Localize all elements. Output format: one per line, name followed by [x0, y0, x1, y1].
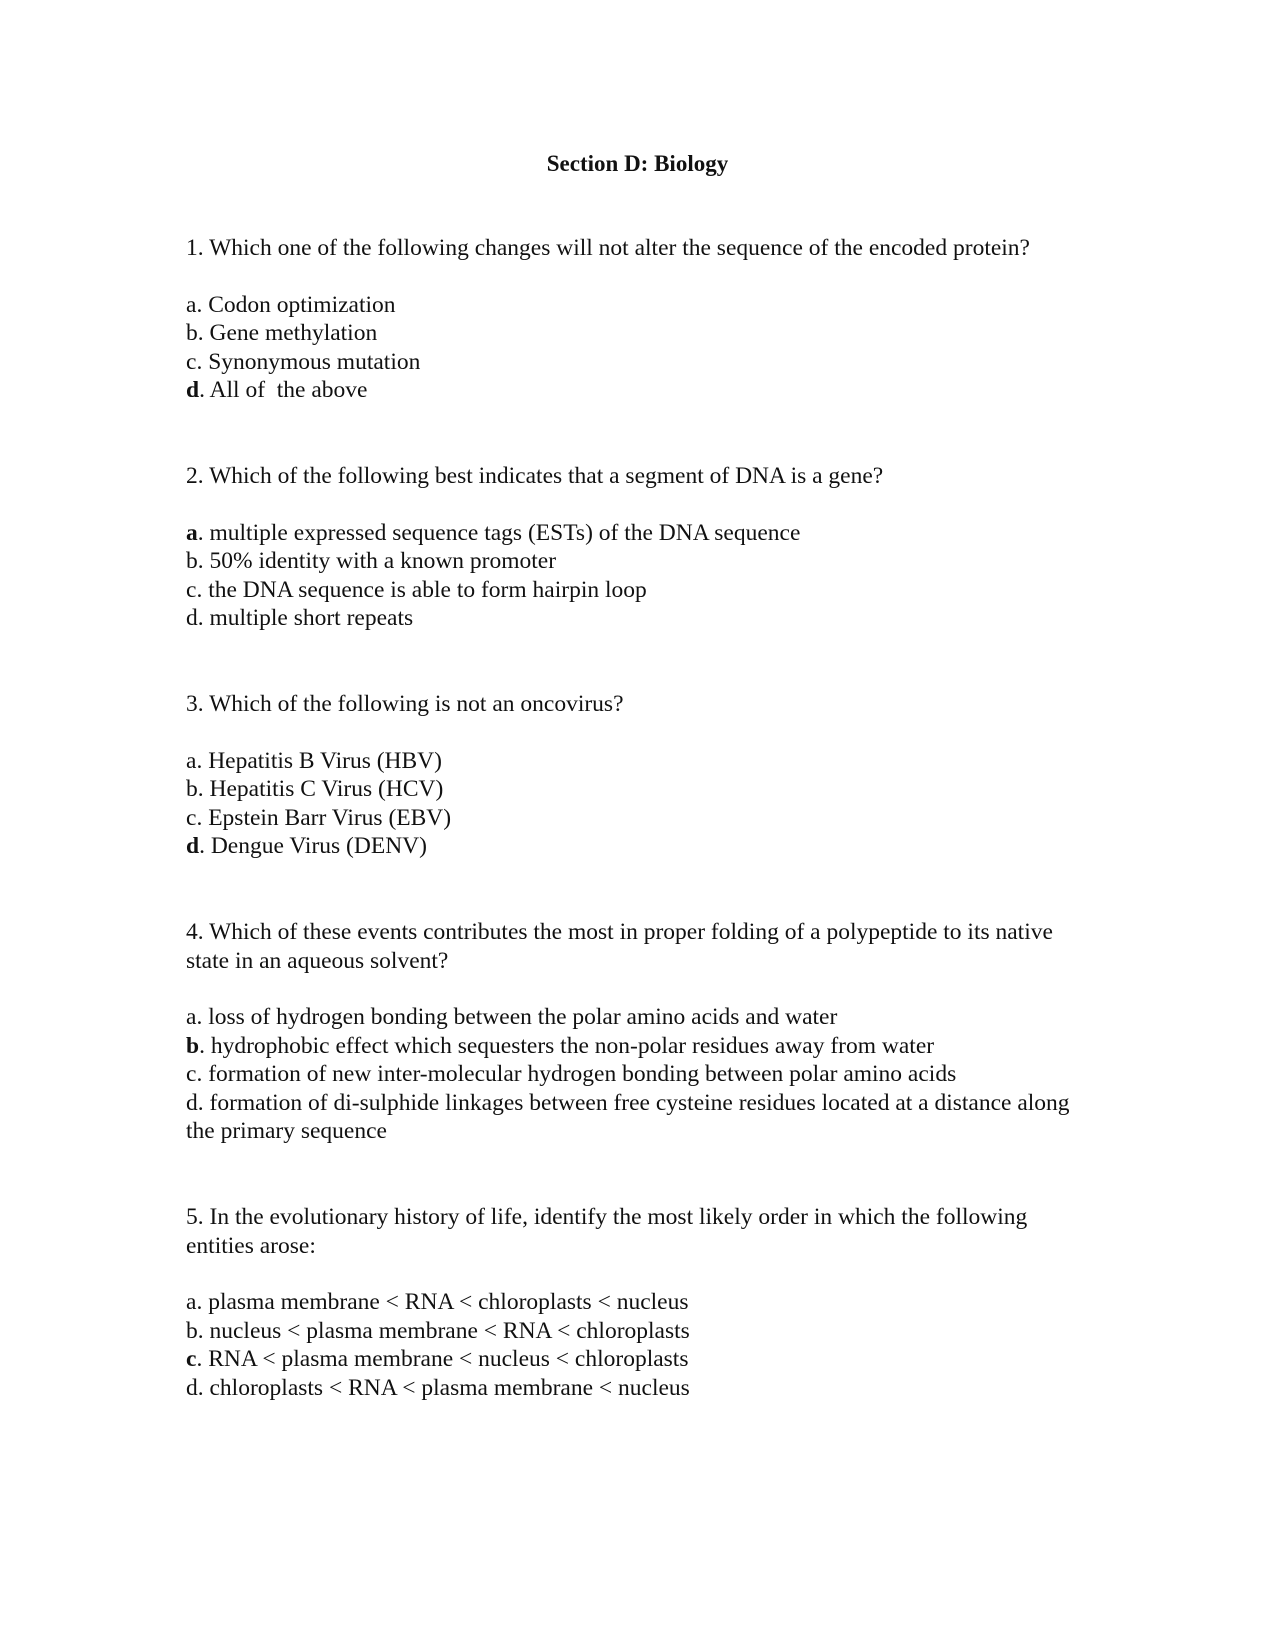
- question-1: [186, 234, 1086, 405]
- option-text: nucleus < plasma membrane < RNA < chloroplasts: [209, 1317, 690, 1344]
- option-text: Synonymous mutation: [208, 348, 421, 375]
- option-c: c. the DNA sequence is able to form hairpin loop: [186, 576, 647, 603]
- option-text: Hepatitis C Virus (HCV): [209, 776, 444, 803]
- question-list: [186, 234, 1086, 1403]
- option-d: d. Dengue Virus (DENV): [186, 833, 427, 860]
- option-text: chloroplasts < RNA < plasma membrane < nucleus: [209, 1375, 690, 1402]
- question-text: 3. Which of the following is not an oncovirus?: [186, 690, 624, 717]
- option-text: multiple short repeats: [209, 605, 414, 632]
- option-c: c. Synonymous mutation: [186, 348, 421, 375]
- option-text: All of the above: [209, 377, 368, 404]
- option-text: Codon optimization: [208, 291, 396, 318]
- option-letter: d: [186, 1375, 198, 1402]
- question-2: [186, 462, 1086, 633]
- option-letter: b: [186, 320, 198, 347]
- option-b: b. nucleus < plasma membrane < RNA < chloroplasts: [186, 1317, 690, 1344]
- option-letter: c: [186, 576, 197, 603]
- question-body: Which of the following best indicates that a segment of DNA is a gene?: [209, 462, 884, 489]
- question-number: 2: [186, 462, 198, 489]
- option-a: a. multiple expressed sequence tags (ESTs) of the DNA sequence: [186, 519, 801, 546]
- option-a: a. Codon optimization: [186, 291, 396, 318]
- option-letter: a: [186, 1289, 197, 1316]
- option-text: Dengue Virus (DENV): [210, 833, 427, 860]
- section-title: Section D: Biology: [546, 151, 729, 176]
- option-text: plasma membrane < RNA < chloroplasts < nucleus: [208, 1289, 689, 1316]
- question-text: 5. In the evolutionary history of life, identify the most likely order in which the following entities arose:: [186, 1204, 1028, 1259]
- option-letter-correct: d: [186, 377, 200, 404]
- option-d: d. multiple short repeats: [186, 605, 414, 632]
- option-letter: a: [186, 291, 197, 318]
- option-letter: d: [186, 605, 198, 632]
- question-text: 4. Which of these events contributes the most in proper folding of a polypeptide to its native state in an aqueous solvent?: [186, 918, 1053, 974]
- question-number: 5: [186, 1204, 198, 1231]
- question-number: 1: [186, 235, 198, 261]
- option-text: multiple expressed sequence tags (ESTs) of the DNA sequence: [209, 519, 801, 546]
- option-letter: c: [186, 1061, 197, 1088]
- question-body: Which one of the following changes will not alter the sequence of the encoded protein?: [209, 235, 1030, 261]
- option-d: d. formation of di-sulphide linkages between free cysteine residues located at a distance along the primary sequence: [186, 1089, 1070, 1145]
- option-list: [186, 1003, 1086, 1146]
- option-a: a. loss of hydrogen bonding between the polar amino acids and water: [186, 1004, 838, 1031]
- option-d: d. chloroplasts < RNA < plasma membrane < nucleus: [186, 1375, 690, 1402]
- question-body: Which of these events contributes the most in proper folding of a polypeptide to its native state in an aqueous solvent?: [186, 918, 1053, 974]
- option-letter: c: [186, 804, 197, 831]
- option-letter: b: [186, 1317, 198, 1344]
- option-letter: b: [186, 776, 198, 803]
- option-letter-correct: d: [186, 833, 200, 860]
- option-text: the DNA sequence is able to form hairpin loop: [208, 576, 647, 603]
- option-c: c. Epstein Barr Virus (EBV): [186, 804, 452, 831]
- option-a: a. Hepatitis B Virus (HBV): [186, 747, 442, 774]
- option-b: b. 50% identity with a known promoter: [186, 548, 557, 575]
- option-b: b. Hepatitis C Virus (HCV): [186, 776, 444, 803]
- option-letter-correct: c: [186, 1346, 197, 1373]
- option-letter-correct: a: [186, 519, 198, 546]
- option-list: [186, 291, 1086, 405]
- option-text: formation of new inter-molecular hydrogen bonding between polar amino acids: [208, 1061, 957, 1088]
- option-text: Epstein Barr Virus (EBV): [208, 804, 452, 831]
- question-text: 1. Which one of the following changes will not alter the sequence of the encoded protein?: [186, 235, 1030, 261]
- option-text: loss of hydrogen bonding between the polar amino acids and water: [208, 1004, 838, 1031]
- option-d: d. All of the above: [186, 377, 368, 404]
- option-list: [186, 747, 1086, 861]
- option-letter: a: [186, 1004, 197, 1031]
- option-list: [186, 519, 1086, 633]
- option-text: Hepatitis B Virus (HBV): [208, 747, 442, 774]
- option-text: formation of di-sulphide linkages between free cysteine residues located at a distance along the primary sequence: [186, 1089, 1070, 1145]
- option-text: 50% identity with a known promoter: [209, 548, 557, 575]
- option-c: c. RNA < plasma membrane < nucleus < chloroplasts: [186, 1346, 689, 1373]
- option-list: [186, 1288, 1086, 1402]
- question-4: [186, 918, 1086, 1146]
- question-5: [186, 1203, 1086, 1403]
- option-letter: d: [186, 1089, 198, 1116]
- question-body: In the evolutionary history of life, identify the most likely order in which the following entities arose:: [186, 1204, 1028, 1259]
- question-number: 4: [186, 918, 198, 945]
- question-body: Which of the following is not an oncovirus?: [209, 690, 624, 717]
- option-text: RNA < plasma membrane < nucleus < chloroplasts: [208, 1346, 689, 1373]
- question-number: 3: [186, 690, 198, 717]
- option-b: b. hydrophobic effect which sequesters the non-polar residues away from water: [186, 1032, 935, 1059]
- option-letter: c: [186, 348, 197, 375]
- option-b: b. Gene methylation: [186, 320, 378, 347]
- option-text: Gene methylation: [209, 320, 378, 347]
- option-letter: b: [186, 548, 198, 575]
- option-text: hydrophobic effect which sequesters the non-polar residues away from water: [210, 1032, 935, 1059]
- question-text: 2. Which of the following best indicates that a segment of DNA is a gene?: [186, 462, 884, 489]
- option-c: c. formation of new inter-molecular hydrogen bonding between polar amino acids: [186, 1061, 957, 1088]
- question-3: [186, 690, 1086, 861]
- option-letter: a: [186, 747, 197, 774]
- option-letter-correct: b: [186, 1032, 200, 1059]
- option-a: a. plasma membrane < RNA < chloroplasts < nucleus: [186, 1289, 689, 1316]
